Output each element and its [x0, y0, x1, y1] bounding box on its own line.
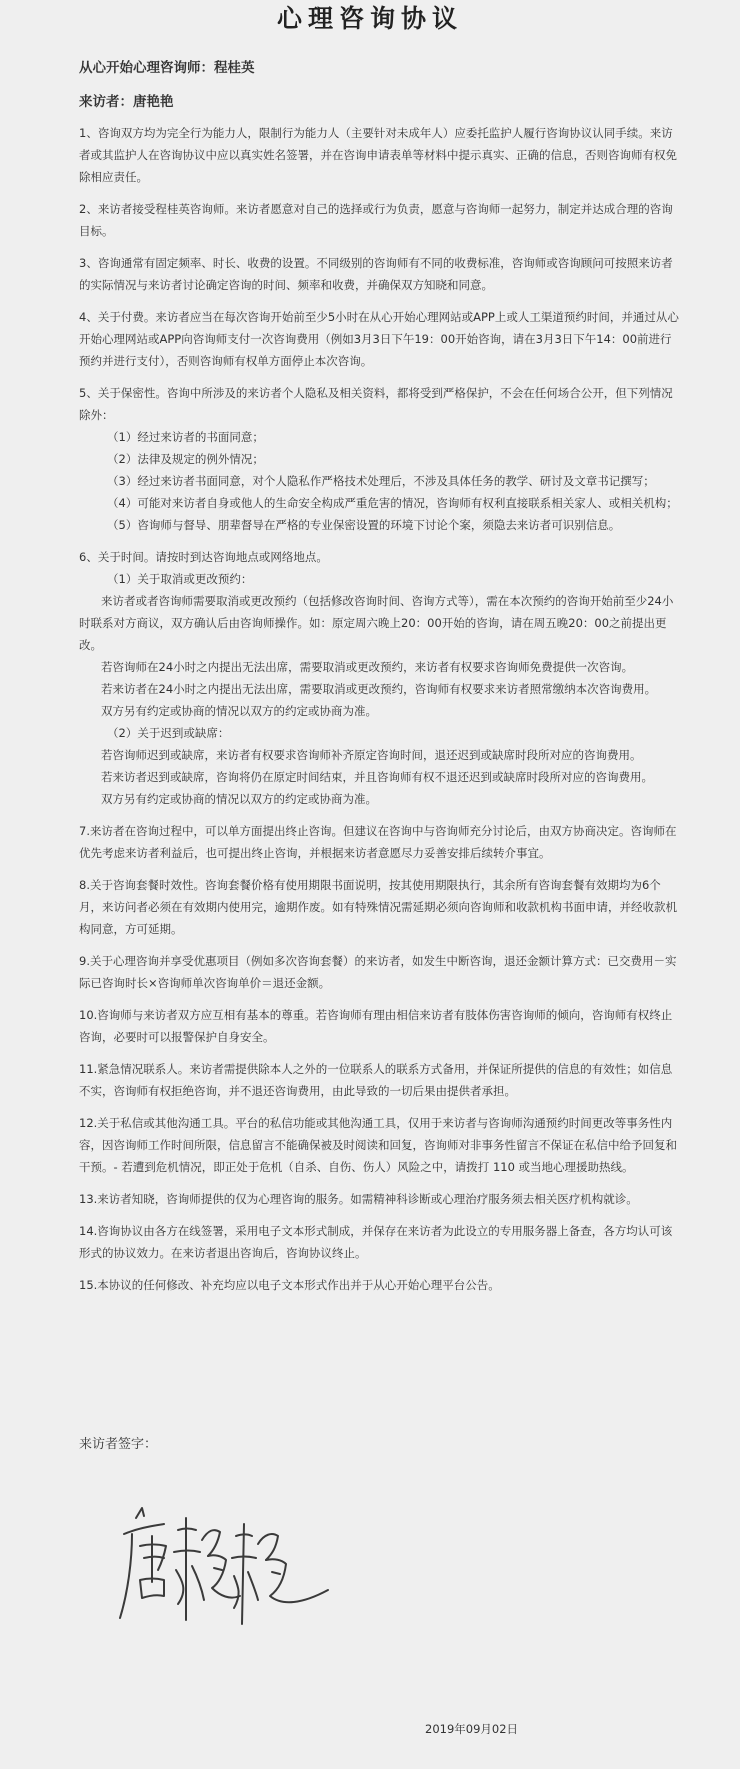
clause-7: 7.来访者在咨询过程中，可以单方面提出终止咨询。但建议在咨询中与咨询师充分讨论后，由双方协商决定。咨询师在优先考虑来访者利益后，也可提出终止咨询，并根据来访者意愿尽力妥善安排后续转介事宜。 [79, 824, 677, 860]
clause-3: 3、咨询通常有固定频率、时长、收费的设置。不同级别的咨询师有不同的收费标准，咨询师或咨询顾问可按照来访者的实际情况与来访者讨论确定咨询的时间、频率和收费，并确保双方知晓和同意。 [79, 256, 673, 292]
clause-5-intro: 5、关于保密性。咨询中所涉及的来访者个人隐私及相关资料，都将受到严格保护，不会在任何场合公开，但下列情况除外： [79, 386, 673, 422]
clause-14: 14.咨询协议由各方在线签署，采用电子文本形式制成，并保存在来访者为此设立的专用服务器上备查，各方均认可该形式的协议效力。在来访者退出咨询后，咨询协议终止。 [79, 1224, 673, 1260]
signature-date: 2019年09月02日 [425, 1722, 519, 1736]
clause-2: 2、来访者接受程桂英咨询师。来访者愿意对自己的选择或行为负责，愿意与咨询师一起努力，制定并达成合理的咨询目标。 [79, 202, 673, 238]
clause-5-item: （3）经过来访者书面同意，对个人隐私作严格技术处理后，不涉及具体任务的教学、研讨及文章书记撰写； [107, 474, 655, 488]
clauses-body [79, 122, 679, 1306]
clause-13: 13.来访者知晓，咨询师提供的仅为心理咨询的服务。如需精神科诊断或心理治疗服务须去相关医疗机构就诊。 [79, 1192, 638, 1206]
clause-11: 11.紧急情况联系人。来访者需提供除本人之外的一位联系人的联系方式备用，并保证所提供的信息的有效性；如信息不实，咨询师有权拒绝咨询，并不退还咨询费用，由此导致的一切后果由提供者承担。 [79, 1062, 673, 1098]
clause-8: 8.关于咨询套餐时效性。咨询套餐价格有使用期限书面说明，按其使用期限执行，其余所有咨询套餐有效期均为6个月，来访问者必须在有效期内使用完，逾期作废。如有特殊情况需延期必须向咨询师和收款机构书面申请，并经收款机构同意，方可延期。 [79, 878, 677, 936]
clause-6-sub1-para: 若来访者在24小时之内提出无法出席，需要取消或更改预约，咨询师有权要求来访者照常缴纳本次咨询费用。 [101, 682, 657, 696]
clause-12: 12.关于私信或其他沟通工具。平台的私信功能或其他沟通工具，仅用于来访者与咨询师沟通预约时间更改等事务性内容，因咨询师工作时间所限，信息留言不能确保被及时阅读和回复，咨询师对非事务性留言不保证在私信中给予回复和干预。- 若遭到危机情况，即正处于危机（自杀、自伤、伤人）风险之中，请拨打 110 或当地心理援助热线。 [79, 1116, 677, 1174]
clause-6-sub2-para: 若咨询师迟到或缺席，来访者有权要求咨询师补齐原定咨询时间，退还迟到或缺席时段所对应的咨询费用。 [101, 748, 642, 762]
clause-5-item: （4）可能对来访者自身或他人的生命安全构成严重危害的情况，咨询师有权利直接联系相关家人、或相关机构； [107, 496, 678, 510]
clause-6 [79, 546, 679, 810]
clause-5-item: （5）咨询师与督导、朋辈督导在严格的专业保密设置的环境下讨论个案，须隐去来访者可识别信息。 [107, 518, 621, 532]
clause-6-sub1-para: 双方另有约定或协商的情况以双方的约定或协商为准。 [101, 704, 377, 718]
clause-6-sub1-title: （1）关于取消或更改预约： [107, 572, 253, 586]
clause-5-item: （1）经过来访者的书面同意； [107, 430, 264, 444]
clause-6-sub2-para: 双方另有约定或协商的情况以双方的约定或协商为准。 [101, 792, 377, 806]
clause-5 [79, 382, 679, 536]
clause-6-sub2-para: 若来访者迟到或缺席，咨询将仍在原定时间结束，并且咨询师有权不退还迟到或缺席时段所对应的咨询费用。 [101, 770, 653, 784]
clause-10: 10.咨询师与来访者双方应互相有基本的尊重。若咨询师有理由相信来访者有肢体伤害咨询师的倾向，咨询师有权终止咨询，必要时可以报警保护自身安全。 [79, 1008, 673, 1044]
clause-5-item: （2）法律及规定的例外情况； [107, 452, 264, 466]
clause-15: 15.本协议的任何修改、补充均应以电子文本形式作出并于从心开始心理平台公告。 [79, 1278, 500, 1292]
clause-6-sub1-para: 来访者或者咨询师需要取消或更改预约（包括修改咨询时间、咨询方式等），需在本次预约的咨询开始前至少24小时联系对方商议，双方确认后由咨询师操作。如：原定周六晚上20：00开始的咨询，请在周五晚20：00之前提出更改。 [79, 594, 674, 652]
visitor-line: 来访者：唐艳艳 [79, 94, 174, 110]
signature-label: 来访者签字： [79, 1437, 158, 1452]
counselor-line: 从心开始心理咨询师：程桂英 [79, 60, 255, 76]
clause-6-sub1-para: 若咨询师在24小时之内提出无法出席，需要取消或更改预约，来访者有权要求咨询师免费提供一次咨询。 [101, 660, 634, 674]
clause-9: 9.关于心理咨询并享受优惠项目（例如多次咨询套餐）的来访者，如发生中断咨询，退还金额计算方式：已交费用－实际已咨询时长×咨询师单次咨询单价＝退还金额。 [79, 954, 677, 990]
clause-1: 1、咨询双方均为完全行为能力人，限制行为能力人（主要针对未成年人）应委托监护人履行咨询协议认同手续。来访者或其监护人在咨询协议中应以真实姓名签署，并在咨询申请表单等材料中提示真实、正确的信息，否则咨询师有权免除相应责任。 [79, 126, 677, 184]
handwritten-signature [118, 1500, 338, 1650]
clause-6-intro: 6、关于时间。请按时到达咨询地点或网络地点。 [79, 550, 328, 564]
clause-4: 4、关于付费。来访者应当在每次咨询开始前至少5小时在从心开始心理网站或APP上或人工渠道预约时间，并通过从心开始心理网站或APP向咨询师支付一次咨询费用（例如3月3日下午19：00开始咨询，请在3月3日下午14：00前进行预约并进行支付），否则咨询师有权单方面停止本次咨询。 [79, 310, 679, 368]
clause-6-sub2-title: （2）关于迟到或缺席： [107, 726, 230, 740]
document-title: 心理咨询协议 [276, 4, 463, 33]
